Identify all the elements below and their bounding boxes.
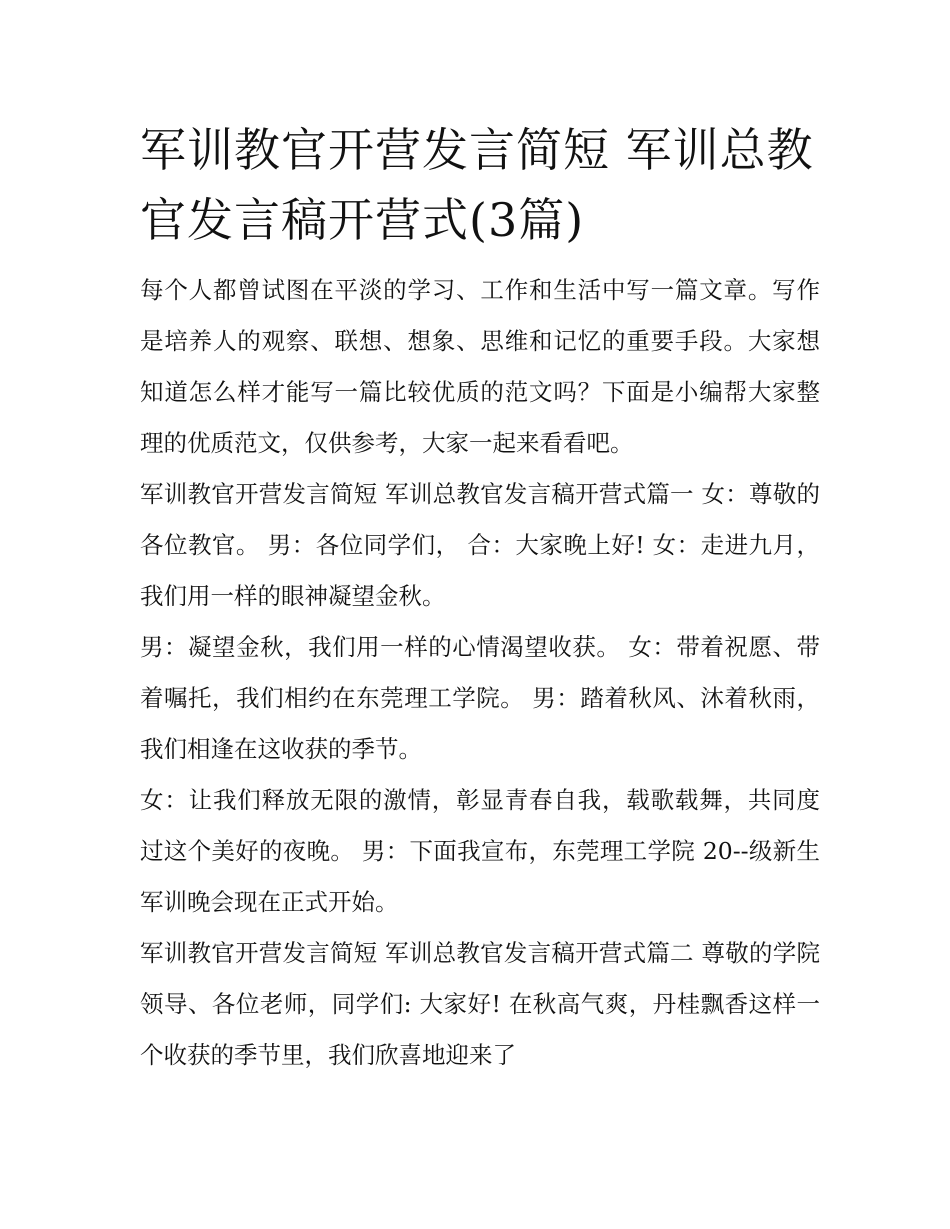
document-body xyxy=(140,115,820,1081)
paragraph-part-one-announcement: 女：让我们释放无限的激情，彰显青春自我，载歌载舞，共同度过这个美好的夜晚。 男：下面我宣布，东莞理工学院 20--级新生军训晚会现在正式开始。 xyxy=(140,786,820,916)
paragraph-part-one-opening: 军训教官开营发言简短 军训总教官发言稿开营式篇一 女：尊敬的各位教官。 男：各位同学们， 合：大家晚上好! 女：走进九月，我们用一样的眼神凝望金秋。 xyxy=(140,480,820,610)
paragraph-intro: 每个人都曾试图在平淡的学习、工作和生活中写一篇文章。写作是培养人的观察、联想、想象、思维和记忆的重要手段。大家想知道怎么样才能写一篇比较优质的范文吗？下面是小编帮大家整理的优质范文，仅供参考，大家一起来看看吧。 xyxy=(140,276,820,457)
document-title: 军训教官开营发言简短 军训总教官发言稿开营式(3篇) xyxy=(140,123,814,247)
paragraph-part-two-opening: 军训教官开营发言简短 军训总教官发言稿开营式篇二 尊敬的学院领导、各位老师，同学们: 大家好! 在秋高气爽，丹桂飘香这样一个收获的季节里，我们欣喜地迎来了 xyxy=(140,939,820,1069)
paragraph-part-one-dialogue: 男：凝望金秋，我们用一样的心情渴望收获。 女：带着祝愿、带着嘱托，我们相约在东莞理工学院。 男：踏着秋风、沐着秋雨，我们相逢在这收获的季节。 xyxy=(140,633,820,763)
